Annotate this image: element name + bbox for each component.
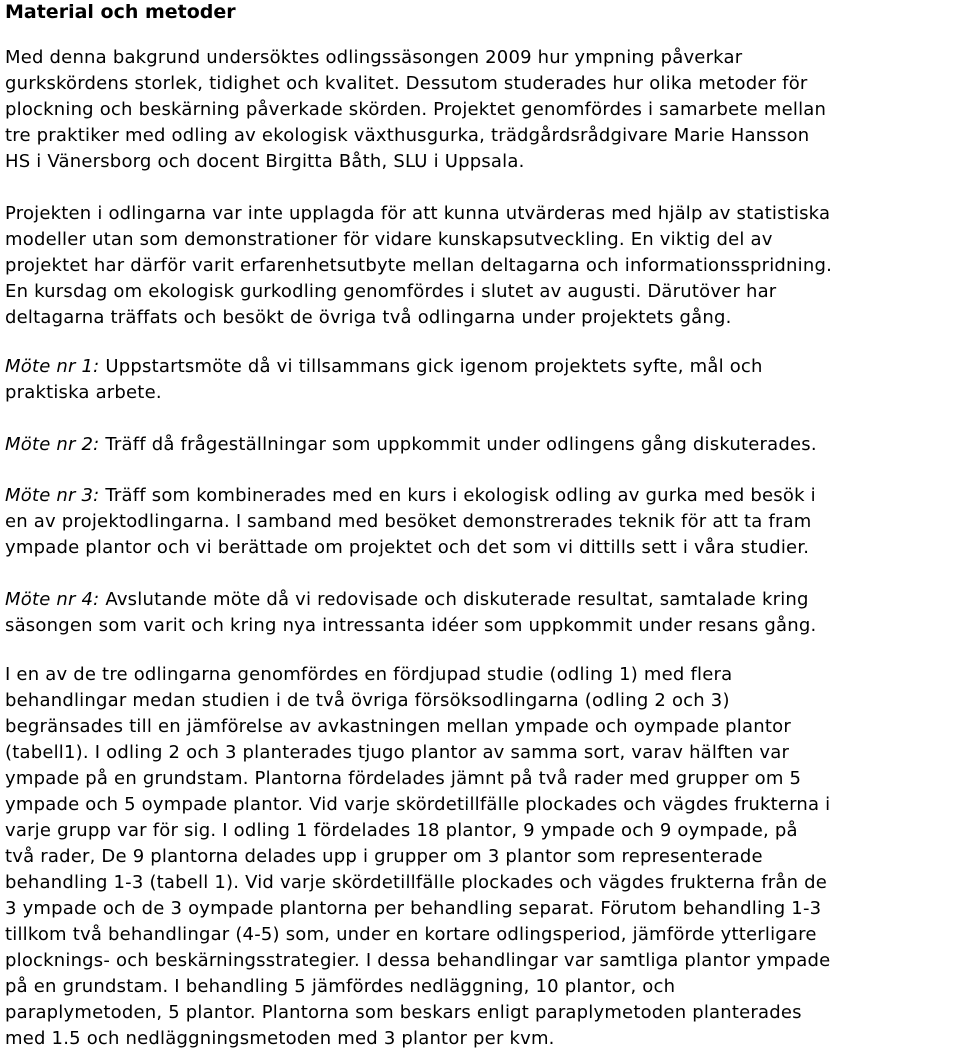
intro-paragraph	[5, 45, 955, 175]
text-line: HS i Vänersborg och docent Birgitta Båth, SLU i Uppsala.	[5, 151, 525, 172]
text-line: säsongen som varit och kring nya intressanta idéer som uppkommit under resans gång.	[5, 615, 817, 636]
meeting-label: Möte nr 2:	[5, 434, 100, 455]
text-line: modeller utan som demonstrationer för vidare kunskapsutveckling. En viktig del av	[5, 229, 773, 250]
text-line: behandlingar medan studien i de två övriga försöksodlingarna (odling 2 och 3)	[5, 690, 730, 711]
text-line	[5, 587, 955, 613]
meeting-2-paragraph	[5, 432, 955, 458]
text-line: praktiska arbete.	[5, 382, 162, 403]
text-line: tre praktiker med odling av ekologisk växthusgurka, trädgårdsrådgivare Marie Hansson	[5, 125, 810, 146]
text-line: deltagarna träffats och besökt de övriga två odlingarna under projektets gång.	[5, 307, 732, 328]
text-line: En kursdag om ekologisk gurkodling genomfördes i slutet av augusti. Därutöver har	[5, 281, 777, 302]
text-line: projektet har därför varit erfarenhetsutbyte mellan deltagarna och informationsspridning.	[5, 255, 833, 276]
meeting-text: Träff då frågeställningar som uppkommit under odlingens gång diskuterades.	[99, 434, 817, 455]
text-line: (tabell1). I odling 2 och 3 planterades tjugo plantor av samma sort, varav hälften var	[5, 742, 790, 763]
meeting-label: Möte nr 4:	[5, 589, 100, 610]
text-line: ympade på en grundstam. Plantorna fördelades jämnt på två rader med grupper om 5	[5, 768, 802, 789]
text-line: plockning och beskärning påverkade skörden. Projektet genomfördes i samarbete mellan	[5, 99, 827, 120]
text-line: behandling 1-3 (tabell 1). Vid varje skördetillfälle plockades och vägdes frukterna från de	[5, 872, 827, 893]
text-line	[5, 354, 955, 380]
section-heading: Material och metoder	[5, 1, 236, 23]
text-line: gurkskördens storlek, tidighet och kvalitet. Dessutom studerades hur olika metoder för	[5, 73, 808, 94]
meeting-label: Möte nr 1:	[5, 356, 100, 377]
meeting-4-paragraph	[5, 587, 955, 639]
meeting-text: Avslutande möte då vi redovisade och diskuterade resultat, samtalade kring	[99, 589, 809, 610]
text-line: Projekten i odlingarna var inte upplagda för att kunna utvärderas med hjälp av statistiska	[5, 203, 831, 224]
meeting-text: Träff som kombinerades med en kurs i ekologisk odling av gurka med besök i	[99, 485, 816, 506]
text-line	[5, 432, 955, 458]
project-paragraph	[5, 201, 955, 331]
meeting-1-paragraph	[5, 354, 955, 406]
text-line: plocknings- och beskärningsstrategier. I dessa behandlingar var samtliga plantor ympade	[5, 950, 831, 971]
text-line: tillkom två behandlingar (4-5) som, under en kortare odlingsperiod, jämförde ytterligare	[5, 924, 817, 945]
text-line: med 1.5 och nedläggningsmetoden med 3 plantor per kvm.	[5, 1028, 555, 1049]
text-line: begränsades till en jämförelse av avkastningen mellan ympade och oympade plantor	[5, 716, 791, 737]
meeting-3-paragraph	[5, 483, 955, 561]
text-line: Med denna bakgrund undersöktes odlingssäsongen 2009 hur ympning påverkar	[5, 47, 743, 68]
text-line: I en av de tre odlingarna genomfördes en fördjupad studie (odling 1) med flera	[5, 664, 733, 685]
text-line: varje grupp var för sig. I odling 1 fördelades 18 plantor, 9 ympade och 9 oympade, på	[5, 820, 798, 841]
study-design-paragraph	[5, 662, 955, 1052]
text-line: ympade och 5 oympade plantor. Vid varje skördetillfälle plockades och vägdes frukterna i	[5, 794, 831, 815]
text-line: ympade plantor och vi berättade om projektet och det som vi dittills sett i våra studier.	[5, 537, 810, 558]
text-line: en av projektodlingarna. I samband med besöket demonstrerades teknik för att ta fram	[5, 511, 812, 532]
text-line: 3 ympade och de 3 oympade plantorna per behandling separat. Förutom behandling 1-3	[5, 898, 822, 919]
text-line: två rader, De 9 plantorna delades upp i grupper om 3 plantor som representerade	[5, 846, 763, 867]
text-line	[5, 483, 955, 509]
text-line: paraplymetoden, 5 plantor. Plantorna som beskars enligt paraplymetoden planterades	[5, 1002, 802, 1023]
text-line: på en grundstam. I behandling 5 jämfördes nedläggning, 10 plantor, och	[5, 976, 676, 997]
meeting-label: Möte nr 3:	[5, 485, 100, 506]
meeting-text: Uppstartsmöte då vi tillsammans gick igenom projektets syfte, mål och	[99, 356, 763, 377]
